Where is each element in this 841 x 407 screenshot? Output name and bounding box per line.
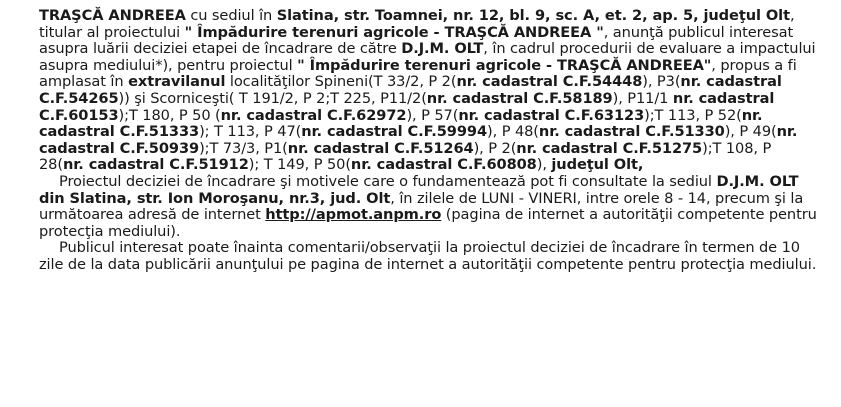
- bold-text-run: nr. cadastral C.F.51275: [516, 139, 703, 157]
- text-run: )) şi Scorniceşti( T 191/2, P 2;T 225, P11/2(: [118, 89, 427, 107]
- text-run: Proiectul deciziei de încadrare şi motivele care o fundamentează pot fi consultate la sediul: [59, 172, 717, 190]
- bold-text-run: nr. cadastral C.F.54448: [456, 73, 643, 91]
- bold-text-run: nr. cadastral C.F.51264: [287, 139, 474, 157]
- bold-text-run: nr. cadastral C.F.60808: [350, 156, 537, 174]
- text-run: cu sediul în: [185, 7, 277, 24]
- text-run: ), P 57(: [406, 106, 459, 124]
- text-run: ), P 48(: [487, 123, 539, 141]
- text-run: );T 73/3, P1(: [199, 139, 288, 157]
- text-run: ); T 149, P 50(: [248, 156, 351, 174]
- text-run: ), P 2(: [473, 139, 517, 157]
- text-run: ), P 49(: [724, 123, 777, 141]
- text-run: ),: [536, 156, 552, 174]
- bold-text-run: nr. cadastral C.F.63123: [458, 106, 645, 124]
- text-run: ); T 113, P 47(: [199, 123, 302, 141]
- bold-text-run: nr. cadastral C.F.60153: [39, 89, 775, 124]
- bold-text-run: " Împădurire terenuri agricole - TRAŞCĂ ANDREEA ": [184, 23, 604, 41]
- bold-text-run: Slatina: [276, 7, 334, 24]
- text-run: , în zilele de LUNI - VINERI, intre orele 8 - 14, precum şi la următoarea adresă de internet: [39, 189, 804, 224]
- bold-text-run: nr. cadastral C.F.58189: [426, 89, 613, 107]
- bold-text-run: " Împădurire terenuri agricole - TRAŞCĂ ANDREEA": [297, 56, 712, 74]
- bold-text-run: nr. cadastral C.F.62972: [220, 106, 407, 124]
- text-run: );T 108, P 28(: [39, 139, 772, 174]
- bold-text-run: nr. cadastral C.F.51912: [62, 156, 249, 174]
- text-run: localităţilor Spineni(T 33/2, P 2(: [225, 73, 457, 91]
- paragraph-public-comments: [39, 240, 819, 273]
- text-run: ), P3(: [642, 73, 681, 91]
- text-run: );T 113, P 52(: [644, 106, 742, 124]
- bold-text-run: D.J.M. OLT: [401, 40, 484, 58]
- bold-text-run: nr. cadastral C.F.51333: [39, 106, 763, 141]
- bold-text-run: nr. cadastral C.F.51330: [538, 123, 725, 141]
- bold-text-run: nr. cadastral C.F.50939: [39, 123, 798, 157]
- text-run: , în cadrul procedurii de evaluare a impactului asupra mediului*), pentru proiectul: [39, 40, 816, 74]
- paragraph-consultation-info: [39, 174, 819, 240]
- text-run: );T 180, P 50 (: [118, 106, 221, 124]
- bold-text-run: nr. cadastral C.F.59994: [301, 123, 488, 141]
- text-run: (pagina de internet a autorităţii competente pentru protecţia mediului).: [39, 206, 817, 240]
- text-run: ), P11/1: [612, 89, 673, 107]
- text-run: Publicul interesat poate înainta comentarii/observaţii la proiectul deciziei de încadrare în termen de 10 zile de la data publicării anunţului pe pagina de internet a autorităţii competente pentru protecţia mediului.: [39, 239, 817, 273]
- bold-text-run: D.J.M. OLT din Slatina, str. Ion Moroşanu, nr.3, jud. Olt: [39, 172, 799, 207]
- paragraph-project-announcement: [39, 8, 819, 174]
- text-run: , anunţă publicul interesat asupra luării deciziei etapei de încadrare de către: [39, 23, 794, 58]
- website-link[interactable]: http://apmot.anpm.ro: [265, 206, 442, 224]
- bold-text-run: extravilanul: [128, 73, 226, 91]
- text-run: , propus a fi amplasat în: [39, 56, 797, 91]
- announcement-document: [39, 8, 819, 274]
- bold-text-run: judeţul Olt,: [551, 156, 644, 174]
- bold-text-run: TRAŞCĂ ANDREEA: [39, 7, 186, 24]
- bold-text-run: , str. Toamnei, nr. 12, bl. 9, sc. A, et. 2, ap. 5, judeţul Olt: [333, 7, 790, 24]
- bold-text-run: nr. cadastral C.F.54265: [39, 73, 782, 107]
- text-run: , titular al proiectului: [39, 7, 795, 41]
